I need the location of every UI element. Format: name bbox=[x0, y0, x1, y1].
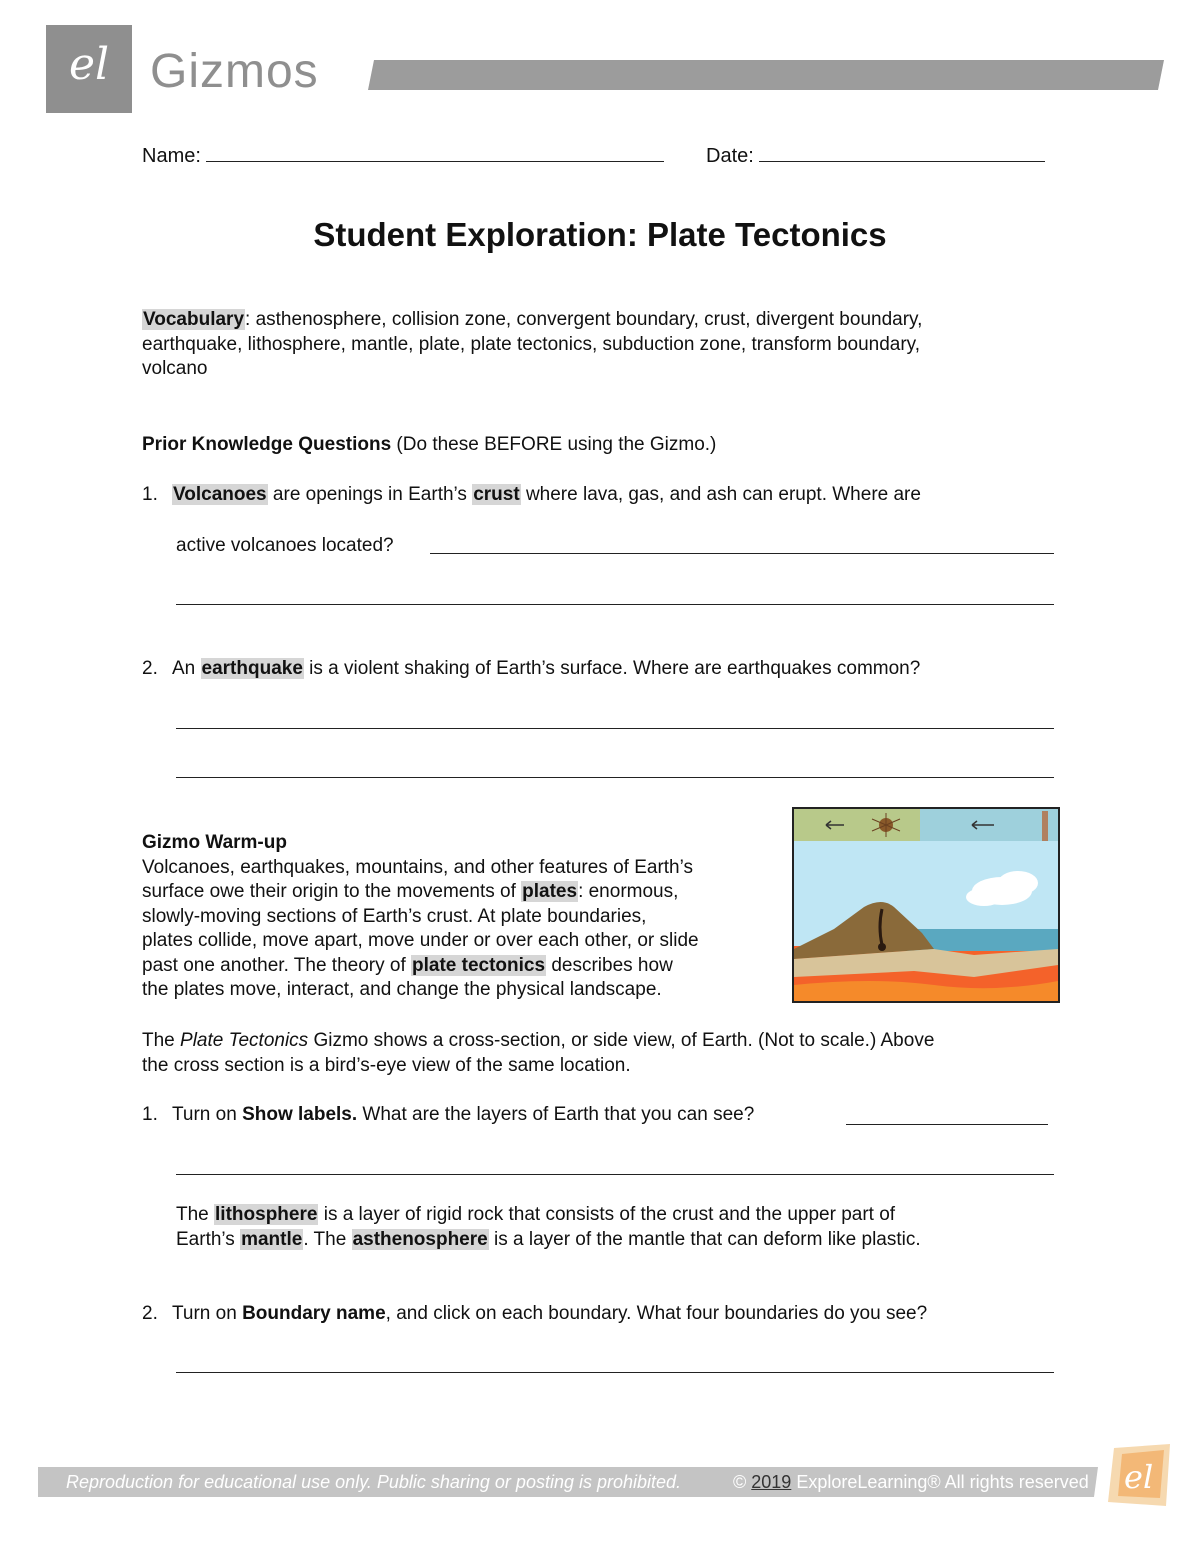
date-label: Date: bbox=[706, 145, 754, 167]
warmup-question-1 bbox=[142, 1103, 754, 1128]
question-text: are openings in Earth’s bbox=[267, 484, 473, 505]
svg-text:el: el bbox=[1124, 1458, 1154, 1496]
cross-section-image bbox=[794, 809, 1058, 1001]
question-text: active volcanoes located? bbox=[176, 535, 394, 556]
gizmo-description bbox=[142, 1029, 1062, 1078]
warmup-section bbox=[142, 831, 792, 1003]
question-text: An bbox=[172, 658, 201, 679]
vocabulary-line: earthquake, lithosphere, mantle, plate, plate tectonics, subduction zone, transform boundary, bbox=[142, 333, 921, 355]
description-line: the cross section is a bird’s-eye view of the same location. bbox=[142, 1054, 631, 1076]
info-text: The bbox=[176, 1204, 215, 1225]
question-text: where lava, gas, and ash can erupt. Where are bbox=[520, 484, 921, 505]
page-title: Student Exploration: Plate Tectonics bbox=[313, 216, 887, 253]
warmup-heading: Gizmo Warm-up bbox=[142, 832, 287, 853]
question-number: 2. bbox=[142, 1303, 158, 1324]
question-text: Turn on bbox=[172, 1104, 243, 1125]
vocab-term: plate tectonics bbox=[412, 954, 546, 976]
gizmos-logo bbox=[46, 25, 132, 113]
warmup-text: past one another. The theory of bbox=[142, 954, 412, 976]
prior-note: (Do these BEFORE using the Gizmo.) bbox=[391, 434, 717, 455]
info-text: . The bbox=[303, 1228, 352, 1250]
question-text: Turn on bbox=[172, 1303, 243, 1324]
warmup-line: the plates move, interact, and change the physical landscape. bbox=[142, 979, 662, 1000]
info-text: Earth’s bbox=[176, 1228, 241, 1250]
description-text: Gizmo shows a cross-section, or side view, of Earth. (Not to scale.) Above bbox=[308, 1030, 935, 1051]
vocab-term: plates bbox=[522, 881, 578, 902]
logo-text: el bbox=[68, 39, 110, 90]
answer-line[interactable] bbox=[430, 553, 1054, 554]
question-text: What are the layers of Earth that you can see? bbox=[357, 1104, 755, 1125]
control-name: Boundary name bbox=[242, 1303, 386, 1324]
warmup-line: plates collide, move apart, move under or over each other, or slide bbox=[142, 930, 699, 951]
vocabulary-line: : asthenosphere, collision zone, convergent boundary, crust, divergent boundary, bbox=[245, 309, 923, 330]
prior-question-2 bbox=[142, 657, 920, 682]
vocabulary-label: Vocabulary bbox=[143, 309, 245, 330]
answer-line[interactable] bbox=[176, 777, 1054, 778]
footer-disclaimer: Reproduction for educational use only. Public sharing or posting is prohibited. bbox=[66, 1472, 682, 1492]
vocabulary-line: volcano bbox=[142, 358, 208, 379]
name-field[interactable] bbox=[142, 143, 664, 168]
vocab-term: Volcanoes bbox=[173, 484, 267, 505]
info-text: is a layer of the mantle that can deform like plastic. bbox=[488, 1228, 921, 1250]
gizmo-name: Plate Tectonics bbox=[180, 1030, 309, 1051]
vocab-term: asthenosphere bbox=[352, 1228, 488, 1250]
name-label: Name: bbox=[142, 145, 201, 167]
info-text: is a layer of rigid rock that consists of the crust and the upper part of bbox=[318, 1204, 896, 1225]
control-name: Show labels. bbox=[242, 1104, 358, 1125]
answer-line[interactable] bbox=[846, 1124, 1048, 1125]
vocab-term: mantle bbox=[241, 1228, 303, 1250]
question-number: 1. bbox=[142, 1104, 158, 1125]
explorelearning-logo-icon bbox=[1104, 1440, 1176, 1510]
copyright-year: 2019 bbox=[751, 1472, 792, 1492]
prior-knowledge-heading bbox=[142, 433, 716, 458]
brand-name: Gizmos bbox=[150, 45, 319, 98]
warmup-line: slowly-moving sections of Earth’s crust. At plate boundaries, bbox=[142, 905, 647, 927]
warmup-text: : enormous, bbox=[578, 881, 679, 902]
vocab-term: earthquake bbox=[201, 658, 303, 679]
name-line[interactable] bbox=[206, 143, 664, 162]
question-text: is a violent shaking of Earth’s surface. Where are earthquakes common? bbox=[303, 658, 921, 679]
vocab-term: crust bbox=[473, 484, 520, 505]
copyright-text: ExploreLearning® All rights reserved bbox=[791, 1472, 1089, 1492]
prior-heading-text: Prior Knowledge Questions bbox=[142, 434, 392, 455]
question-number: 1. bbox=[142, 484, 158, 505]
answer-line[interactable] bbox=[176, 604, 1054, 605]
question-number: 2. bbox=[142, 658, 158, 679]
header-bar bbox=[368, 60, 1164, 90]
plate-tectonics-illustration bbox=[792, 807, 1060, 1003]
question-text: , and click on each boundary. What four boundaries do you see? bbox=[385, 1303, 928, 1324]
warmup-text: surface owe their origin to the movements of bbox=[142, 881, 522, 902]
date-line[interactable] bbox=[759, 143, 1045, 162]
answer-line[interactable] bbox=[176, 1372, 1054, 1373]
description-text: The bbox=[142, 1030, 181, 1051]
answer-line[interactable] bbox=[176, 728, 1054, 729]
warmup-text: describes how bbox=[546, 954, 673, 976]
warmup-question-2 bbox=[142, 1302, 927, 1327]
vocabulary-section bbox=[142, 308, 1062, 382]
copyright-symbol: © bbox=[733, 1472, 752, 1492]
footer-copyright bbox=[733, 1470, 1089, 1494]
prior-question-1 bbox=[142, 483, 921, 508]
date-field[interactable] bbox=[706, 143, 1045, 168]
warmup-line: Volcanoes, earthquakes, mountains, and other features of Earth’s bbox=[142, 856, 693, 878]
answer-line[interactable] bbox=[176, 1174, 1054, 1175]
vocab-term: lithosphere bbox=[215, 1204, 318, 1225]
prior-question-1-line2 bbox=[176, 534, 394, 559]
layer-info bbox=[176, 1203, 1056, 1252]
